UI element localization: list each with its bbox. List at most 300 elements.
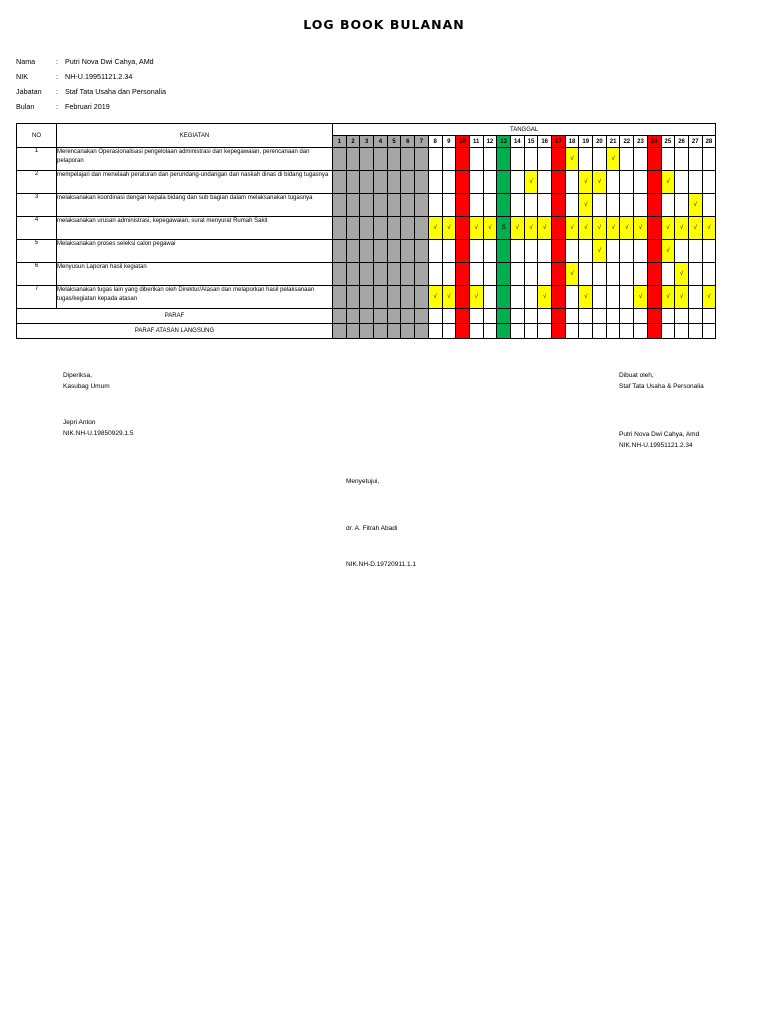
day-cell: [428, 309, 442, 324]
day-cell: [387, 194, 401, 217]
day-cell: [675, 324, 689, 339]
day-cell: [428, 324, 442, 339]
day-number: 11: [469, 136, 483, 148]
day-cell: [415, 194, 429, 217]
table-row: [17, 171, 716, 194]
day-cell: [469, 171, 483, 194]
identity-block: [16, 54, 166, 114]
day-cell: [442, 263, 456, 286]
table-row: [17, 194, 716, 217]
day-cell: [387, 217, 401, 240]
day-cell: [702, 171, 716, 194]
day-cell: [620, 263, 634, 286]
day-cell: [346, 309, 360, 324]
row-number: 2: [17, 171, 57, 194]
row-number: 5: [17, 240, 57, 263]
day-cell: [661, 324, 675, 339]
day-number: 8: [428, 136, 442, 148]
day-cell: [702, 324, 716, 339]
day-cell: [552, 148, 566, 171]
day-cell: [702, 309, 716, 324]
day-cell: √: [579, 194, 593, 217]
day-number: 28: [702, 136, 716, 148]
day-cell: [675, 171, 689, 194]
day-cell: [360, 309, 374, 324]
day-cell: [606, 194, 620, 217]
day-cell: [647, 240, 661, 263]
day-cell: [360, 324, 374, 339]
day-cell: [675, 194, 689, 217]
day-cell: [415, 286, 429, 309]
day-cell: [688, 324, 702, 339]
day-cell: [428, 148, 442, 171]
day-cell: [374, 309, 388, 324]
day-cell: [374, 148, 388, 171]
day-cell: [469, 194, 483, 217]
day-cell: [565, 309, 579, 324]
day-cell: [456, 217, 470, 240]
day-cell: [675, 240, 689, 263]
day-cell: [606, 324, 620, 339]
day-cell: [524, 263, 538, 286]
day-cell: [620, 309, 634, 324]
day-cell: [387, 309, 401, 324]
day-cell: [469, 240, 483, 263]
day-cell: [401, 148, 415, 171]
day-cell: [401, 240, 415, 263]
day-cell: [346, 171, 360, 194]
day-cell: [579, 309, 593, 324]
day-cell: [360, 194, 374, 217]
day-number: 1: [333, 136, 347, 148]
day-cell: [524, 194, 538, 217]
day-cell: [524, 286, 538, 309]
day-cell: [483, 324, 497, 339]
day-cell: [702, 240, 716, 263]
day-cell: [620, 194, 634, 217]
day-cell: √: [661, 171, 675, 194]
day-cell: [524, 240, 538, 263]
day-cell: [415, 240, 429, 263]
signature-checker: [63, 370, 110, 392]
day-cell: [374, 263, 388, 286]
day-cell: [428, 171, 442, 194]
identity-label: Jabatan: [16, 87, 42, 96]
day-cell: [497, 286, 511, 309]
day-cell: [442, 324, 456, 339]
day-cell: √: [661, 286, 675, 309]
row-number: 1: [17, 148, 57, 171]
day-cell: [483, 263, 497, 286]
day-cell: [333, 240, 347, 263]
day-cell: [360, 171, 374, 194]
day-cell: √: [675, 217, 689, 240]
day-cell: [552, 171, 566, 194]
day-cell: [415, 324, 429, 339]
table-row: [17, 286, 716, 309]
day-cell: √: [538, 286, 552, 309]
day-cell: [469, 309, 483, 324]
day-cell: [593, 324, 607, 339]
day-cell: √: [675, 263, 689, 286]
day-cell: [387, 171, 401, 194]
day-cell: [565, 194, 579, 217]
day-cell: [469, 148, 483, 171]
paraf-atasan-row-label: PARAF ATASAN LANGSUNG: [17, 324, 333, 339]
day-cell: [346, 324, 360, 339]
identity-value: Februari 2019: [65, 102, 110, 111]
day-cell: [510, 324, 524, 339]
day-number: 22: [620, 136, 634, 148]
day-number: 13: [497, 136, 511, 148]
day-cell: [538, 240, 552, 263]
day-cell: [333, 217, 347, 240]
day-cell: [620, 148, 634, 171]
day-number: 3: [360, 136, 374, 148]
day-cell: [606, 240, 620, 263]
day-cell: [702, 194, 716, 217]
jepri-nik: NIK.NH-U.19850929.1.5: [63, 430, 134, 437]
day-cell: [579, 240, 593, 263]
day-cell: [456, 194, 470, 217]
day-cell: [606, 309, 620, 324]
day-cell: [415, 171, 429, 194]
table-row: [17, 263, 716, 286]
day-cell: [634, 148, 648, 171]
identity-row-nama: [16, 54, 166, 69]
table-row: [17, 240, 716, 263]
identity-value: Staf Tata Usaha dan Personalia: [65, 87, 166, 96]
day-cell: [469, 324, 483, 339]
day-cell: [538, 194, 552, 217]
menyetujui-label: Menyetujui,: [346, 478, 380, 485]
director-name: dr. A. Fitrah Abadi: [346, 525, 398, 532]
day-cell: [401, 217, 415, 240]
day-number: 2: [346, 136, 360, 148]
staf-label: Staf Tata Usaha & Personalia: [619, 383, 704, 390]
day-cell: √: [606, 217, 620, 240]
day-cell: [456, 324, 470, 339]
diperiksa-label: Diperiksa,: [63, 372, 92, 379]
dibuat-label: Dibuat oleh,: [619, 372, 654, 379]
identity-colon: :: [56, 57, 58, 66]
day-cell: [401, 324, 415, 339]
day-number: 12: [483, 136, 497, 148]
day-cell: [565, 286, 579, 309]
day-cell: [579, 324, 593, 339]
day-cell: √: [565, 148, 579, 171]
day-cell: [688, 171, 702, 194]
day-cell: [688, 240, 702, 263]
identity-row-nik: [16, 69, 166, 84]
day-cell: [634, 194, 648, 217]
day-cell: [415, 309, 429, 324]
day-cell: √: [442, 286, 456, 309]
day-cell: [579, 263, 593, 286]
day-cell: √: [524, 217, 538, 240]
day-cell: [333, 171, 347, 194]
row-kegiatan: mempelajari dan menelaah peraturan dan perundang-undangan dan naskah dinas di bidang tugasnya: [57, 171, 333, 194]
day-cell: √: [483, 217, 497, 240]
day-cell: [497, 171, 511, 194]
day-cell: [675, 148, 689, 171]
day-cell: [346, 194, 360, 217]
day-cell: [565, 324, 579, 339]
putri-nik: NIK.NH-U.19951121.2.34: [619, 442, 693, 449]
day-cell: [401, 309, 415, 324]
day-cell: [497, 309, 511, 324]
day-cell: [387, 324, 401, 339]
day-number: 7: [415, 136, 429, 148]
day-cell: [524, 309, 538, 324]
day-cell: [620, 286, 634, 309]
day-cell: [483, 309, 497, 324]
day-cell: √: [428, 217, 442, 240]
identity-row-jabatan: [16, 84, 166, 99]
day-cell: [428, 263, 442, 286]
day-number: 14: [510, 136, 524, 148]
day-cell: [387, 148, 401, 171]
table-row: [17, 148, 716, 171]
day-cell: [565, 171, 579, 194]
day-cell: [593, 286, 607, 309]
day-cell: [442, 309, 456, 324]
day-cell: [415, 217, 429, 240]
day-cell: [483, 148, 497, 171]
day-cell: [524, 148, 538, 171]
day-cell: [510, 263, 524, 286]
day-cell: [333, 286, 347, 309]
day-cell: [524, 324, 538, 339]
no-header: NO: [17, 124, 57, 148]
day-cell: [333, 194, 347, 217]
day-cell: [442, 171, 456, 194]
day-cell: [647, 309, 661, 324]
day-number: 16: [538, 136, 552, 148]
paraf-row-label: PARAF: [17, 309, 333, 324]
day-cell: [374, 217, 388, 240]
day-cell: [688, 263, 702, 286]
day-cell: [647, 324, 661, 339]
identity-label: Bulan: [16, 102, 35, 111]
day-cell: [401, 286, 415, 309]
day-cell: [497, 240, 511, 263]
day-cell: √: [579, 217, 593, 240]
day-cell: [647, 194, 661, 217]
day-cell: [483, 171, 497, 194]
day-cell: [606, 286, 620, 309]
day-cell: [415, 148, 429, 171]
day-number: 17: [552, 136, 566, 148]
row-kegiatan: melaksanakan urusan administrasi, kepegawaian, surat menyurat Rumah Sakit: [57, 217, 333, 240]
day-cell: [552, 194, 566, 217]
day-cell: [634, 309, 648, 324]
row-kegiatan: Melaksanakan proses seleksi calon pegawai: [57, 240, 333, 263]
day-cell: [552, 309, 566, 324]
day-cell: [428, 194, 442, 217]
day-cell: √: [661, 217, 675, 240]
day-number: 15: [524, 136, 538, 148]
day-cell: √: [565, 217, 579, 240]
day-cell: [333, 324, 347, 339]
day-cell: [401, 171, 415, 194]
day-cell: [360, 217, 374, 240]
day-cell: [661, 309, 675, 324]
row-number: 3: [17, 194, 57, 217]
signature-maker: [619, 370, 704, 392]
day-cell: [620, 171, 634, 194]
day-cell: [428, 240, 442, 263]
day-cell: √: [579, 171, 593, 194]
day-cell: [579, 148, 593, 171]
day-number: 4: [374, 136, 388, 148]
day-cell: [552, 263, 566, 286]
day-cell: [634, 324, 648, 339]
day-cell: [593, 148, 607, 171]
page-title: LOG BOOK BULANAN: [303, 17, 465, 32]
row-number: 4: [17, 217, 57, 240]
day-cell: [510, 171, 524, 194]
day-cell: [374, 324, 388, 339]
day-number: 27: [688, 136, 702, 148]
day-cell: [702, 263, 716, 286]
day-cell: [661, 148, 675, 171]
day-cell: [333, 148, 347, 171]
row-number: 7: [17, 286, 57, 309]
day-cell: √: [579, 286, 593, 309]
day-cell: [469, 263, 483, 286]
day-cell: √: [606, 148, 620, 171]
day-cell: [497, 324, 511, 339]
day-cell: [593, 309, 607, 324]
day-cell: [538, 171, 552, 194]
day-cell: [456, 309, 470, 324]
day-cell: √: [469, 217, 483, 240]
day-cell: [442, 194, 456, 217]
day-cell: [620, 240, 634, 263]
day-cell: [661, 263, 675, 286]
row-kegiatan: melaksanakan koordinasi dengan kepala bidang dan sub bagian dalam melaksanakan tugasnya: [57, 194, 333, 217]
identity-colon: :: [56, 72, 58, 81]
row-number: 6: [17, 263, 57, 286]
day-cell: [688, 286, 702, 309]
day-cell: [333, 309, 347, 324]
day-cell: [634, 171, 648, 194]
day-number: 23: [634, 136, 648, 148]
day-cell: [456, 286, 470, 309]
day-number: 10: [456, 136, 470, 148]
signature-checker-name: [63, 417, 133, 439]
tanggal-header: TANGGAL: [333, 124, 716, 136]
day-cell: [346, 240, 360, 263]
day-cell: √: [634, 217, 648, 240]
day-cell: √: [688, 217, 702, 240]
day-cell: [647, 217, 661, 240]
day-cell: [497, 263, 511, 286]
day-number: 6: [401, 136, 415, 148]
day-cell: [456, 148, 470, 171]
day-cell: √: [510, 217, 524, 240]
day-cell: √: [620, 217, 634, 240]
day-cell: √: [688, 194, 702, 217]
table-row: [17, 217, 716, 240]
day-number: 18: [565, 136, 579, 148]
day-cell: √: [661, 240, 675, 263]
identity-label: NIK: [16, 72, 28, 81]
identity-label: Nama: [16, 57, 36, 66]
day-cell: √: [442, 217, 456, 240]
day-cell: √: [675, 286, 689, 309]
day-cell: [374, 171, 388, 194]
identity-colon: :: [56, 87, 58, 96]
day-number: 21: [606, 136, 620, 148]
day-cell: [634, 263, 648, 286]
day-number: 20: [593, 136, 607, 148]
day-cell: [346, 263, 360, 286]
jepri-name: Jepri Anton: [63, 419, 96, 426]
identity-colon: :: [56, 102, 58, 111]
day-cell: [538, 309, 552, 324]
day-cell: [401, 194, 415, 217]
day-cell: √: [565, 263, 579, 286]
day-cell: [346, 286, 360, 309]
signature-maker-name: [619, 429, 699, 451]
day-cell: [606, 263, 620, 286]
day-cell: [387, 240, 401, 263]
day-cell: [497, 194, 511, 217]
day-cell: [483, 194, 497, 217]
day-cell: √: [634, 286, 648, 309]
day-cell: [675, 309, 689, 324]
day-cell: [647, 148, 661, 171]
day-number: 25: [661, 136, 675, 148]
day-number: 5: [387, 136, 401, 148]
day-cell: [510, 286, 524, 309]
day-cell: √: [593, 240, 607, 263]
day-cell: [346, 148, 360, 171]
day-cell: [387, 286, 401, 309]
putri-name: Putri Nova Dwi Cahya, Amd: [619, 431, 700, 438]
day-cell: [401, 263, 415, 286]
day-cell: [661, 194, 675, 217]
day-cell: [415, 263, 429, 286]
day-cell: [510, 148, 524, 171]
day-cell: [456, 240, 470, 263]
day-number: 9: [442, 136, 456, 148]
day-cell: [552, 240, 566, 263]
day-cell: [442, 240, 456, 263]
day-cell: [565, 240, 579, 263]
day-cell: [606, 171, 620, 194]
day-cell: √: [469, 286, 483, 309]
day-cell: [538, 324, 552, 339]
identity-value: Putri Nova Dwi Cahya, AMd: [65, 57, 154, 66]
day-cell: [510, 194, 524, 217]
day-cell: [360, 148, 374, 171]
day-cell: [647, 171, 661, 194]
day-cell: [360, 263, 374, 286]
day-cell: [552, 286, 566, 309]
kegiatan-header: KEGIATAN: [57, 124, 333, 148]
day-cell: [374, 194, 388, 217]
day-cell: [634, 240, 648, 263]
day-cell: √: [593, 217, 607, 240]
day-cell: [333, 263, 347, 286]
day-cell: [387, 263, 401, 286]
row-kegiatan: Menyusun Laporan hasil kegiatan: [57, 263, 333, 286]
day-cell: [346, 217, 360, 240]
day-number: 24: [647, 136, 661, 148]
